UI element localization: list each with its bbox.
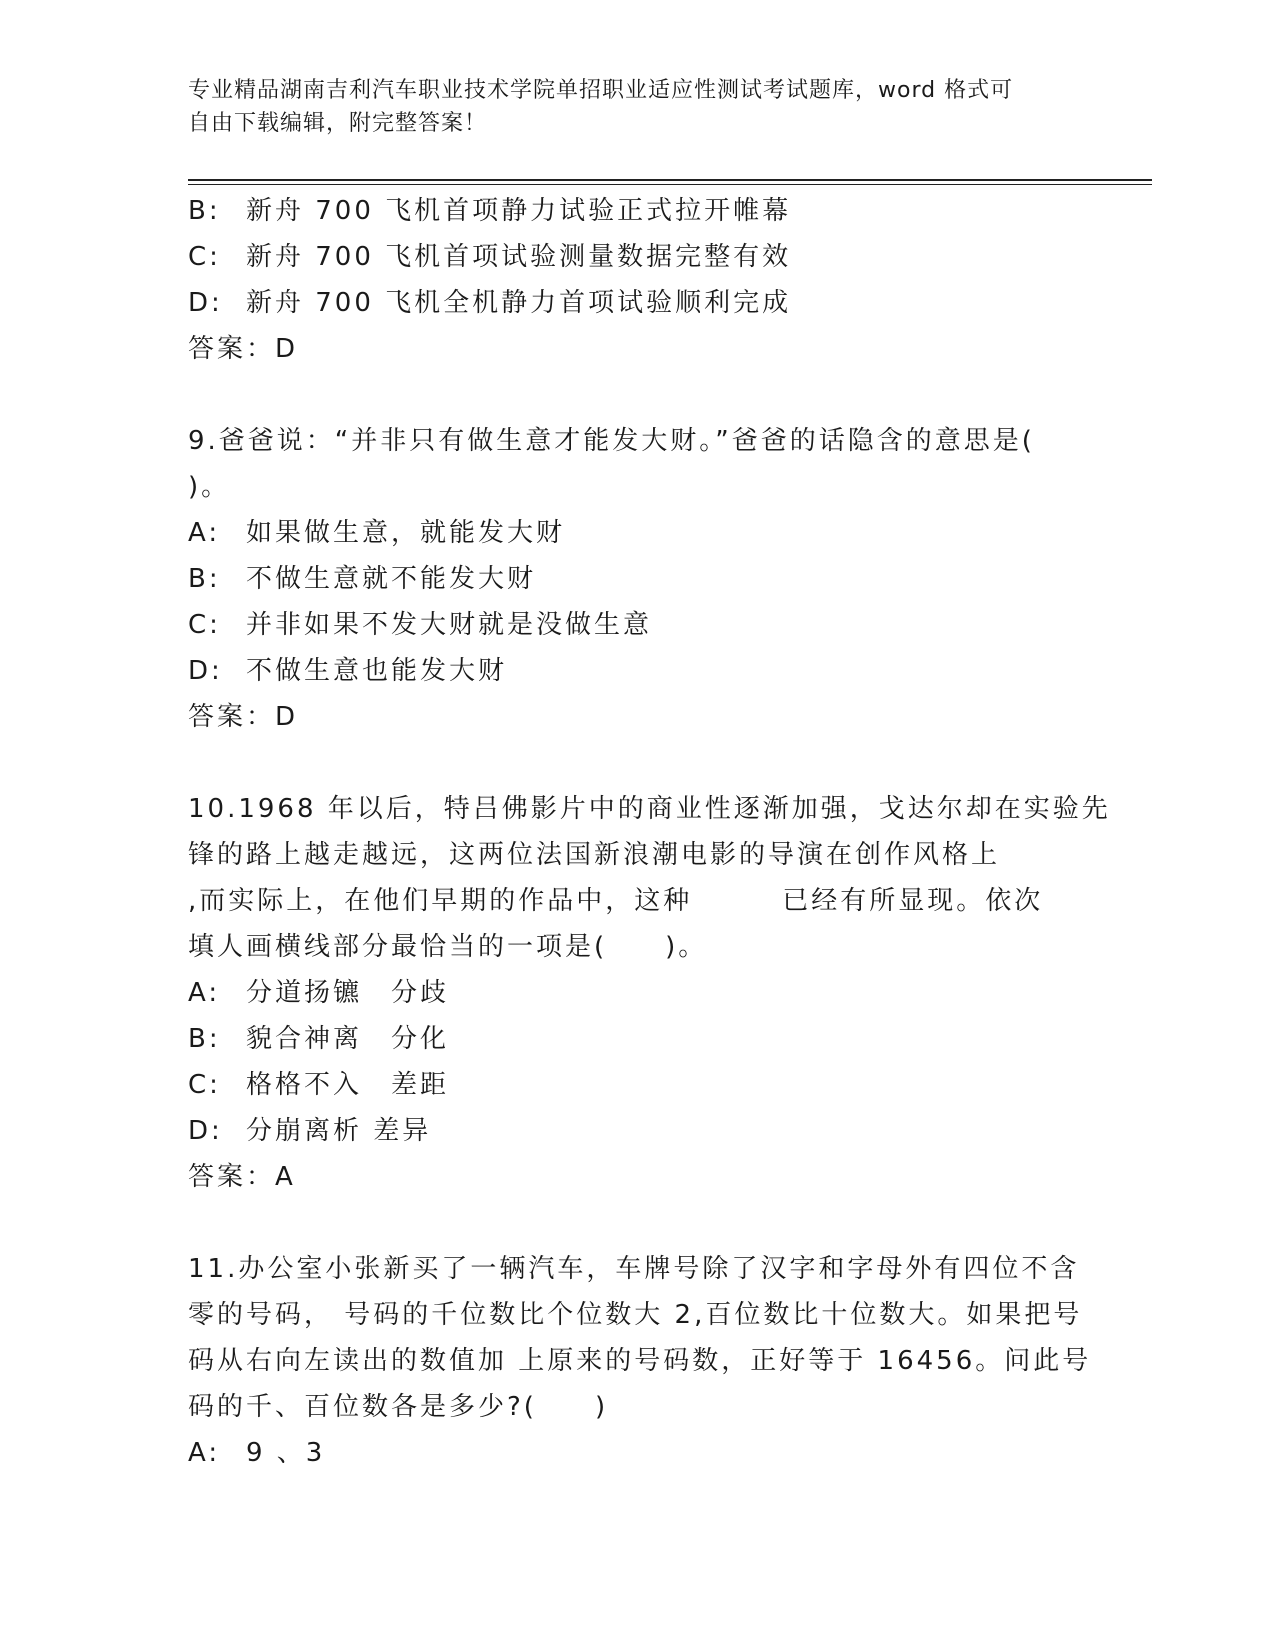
option-b: [188, 1016, 1088, 1062]
header-divider-thick: [188, 179, 1152, 181]
option-text: 貌合神离 分化: [246, 1024, 450, 1054]
option-letter: C:: [188, 610, 221, 640]
header-line-1: 专业精品湖南吉利汽车职业技术学院单招职业适应性测试考试题库，word 格式可: [188, 78, 1014, 103]
option-text: 并非如果不发大财就是没做生意: [246, 610, 653, 640]
answer-line: 答案：D: [188, 702, 299, 732]
option-c: [188, 602, 1088, 648]
option-c: [188, 1062, 1088, 1108]
option-text: 分崩离析 差异: [246, 1116, 432, 1146]
option-a: [188, 1430, 1088, 1476]
option-letter: D:: [188, 1116, 223, 1146]
header-divider-thin: [188, 184, 1152, 185]
option-letter: C:: [188, 1070, 221, 1100]
question-stem: 10.1968 年以后，特吕佛影片中的商业性逐渐加强，戈达尔却在实验先: [188, 794, 1111, 824]
stem-segment: ,而实际上，在他们早期的作品中，这种: [188, 886, 693, 916]
option-letter: D:: [188, 288, 223, 318]
option-text: 不做生意也能发大财: [246, 656, 508, 686]
stem-segment: 已经有所显现。依次: [782, 886, 1044, 916]
option-text: 分道扬镳 分歧: [246, 978, 450, 1008]
spacer: [188, 740, 1088, 786]
answer-line: 答案：A: [188, 1162, 296, 1192]
option-a: [188, 510, 1088, 556]
question-10: [188, 786, 1111, 1200]
question-stem: 11.办公室小张新买了一辆汽车，车牌号除了汉字和字母外有四位不含: [188, 1254, 1080, 1284]
option-letter: D:: [188, 656, 223, 686]
spacer: [188, 372, 1088, 418]
question-11: [188, 1246, 1092, 1476]
spacer: [188, 1200, 1088, 1246]
question-stem: 零的号码， 号码的千位数比个位数大 2,百位数比十位数大。如果把号: [188, 1300, 1083, 1330]
question-stem: 填人画横线部分最恰当的一项是( )。: [188, 932, 708, 962]
option-c: [188, 234, 1088, 280]
question-content: [188, 188, 1111, 1476]
question-stem: 码的千、百位数各是多少?( ): [188, 1392, 609, 1422]
option-text: 格格不入 差距: [246, 1070, 450, 1100]
option-letter: B:: [188, 1024, 221, 1054]
question-stem: )。: [188, 472, 231, 502]
header-line-2: 自由下载编辑，附完整答案！: [188, 111, 488, 136]
question-8: [188, 188, 1088, 372]
question-stem: [188, 878, 1088, 924]
option-text: 如果做生意，就能发大财: [246, 518, 566, 548]
option-letter: B:: [188, 196, 221, 226]
question-9: [188, 418, 1088, 740]
option-b: [188, 188, 1088, 234]
option-d: [188, 648, 1088, 694]
option-b: [188, 556, 1088, 602]
option-d: [188, 280, 1088, 326]
question-stem: 9.爸爸说：“并非只有做生意才能发大财。”爸爸的话隐含的意思是(: [188, 426, 1035, 456]
option-letter: A:: [188, 518, 221, 548]
option-text: 新舟 700 飞机首项静力试验正式拉开帷幕: [246, 196, 792, 226]
option-text: 9 、3: [246, 1438, 326, 1468]
option-text: 不做生意就不能发大财: [246, 564, 537, 594]
option-letter: C:: [188, 242, 221, 272]
document-header: [188, 74, 1088, 140]
option-d: [188, 1108, 1088, 1154]
option-text: 新舟 700 飞机全机静力首项试验顺利完成: [246, 288, 792, 318]
question-stem: 锋的路上越走越远，这两位法国新浪潮电影的导演在创作风格上: [188, 840, 1001, 870]
option-letter: B:: [188, 564, 221, 594]
option-letter: A:: [188, 978, 221, 1008]
question-stem: 码从右向左读出的数值加 上原来的号码数，正好等于 16456。问此号: [188, 1346, 1092, 1376]
option-letter: A:: [188, 1438, 221, 1468]
option-a: [188, 970, 1088, 1016]
option-text: 新舟 700 飞机首项试验测量数据完整有效: [246, 242, 792, 272]
answer-line: 答案：D: [188, 334, 299, 364]
